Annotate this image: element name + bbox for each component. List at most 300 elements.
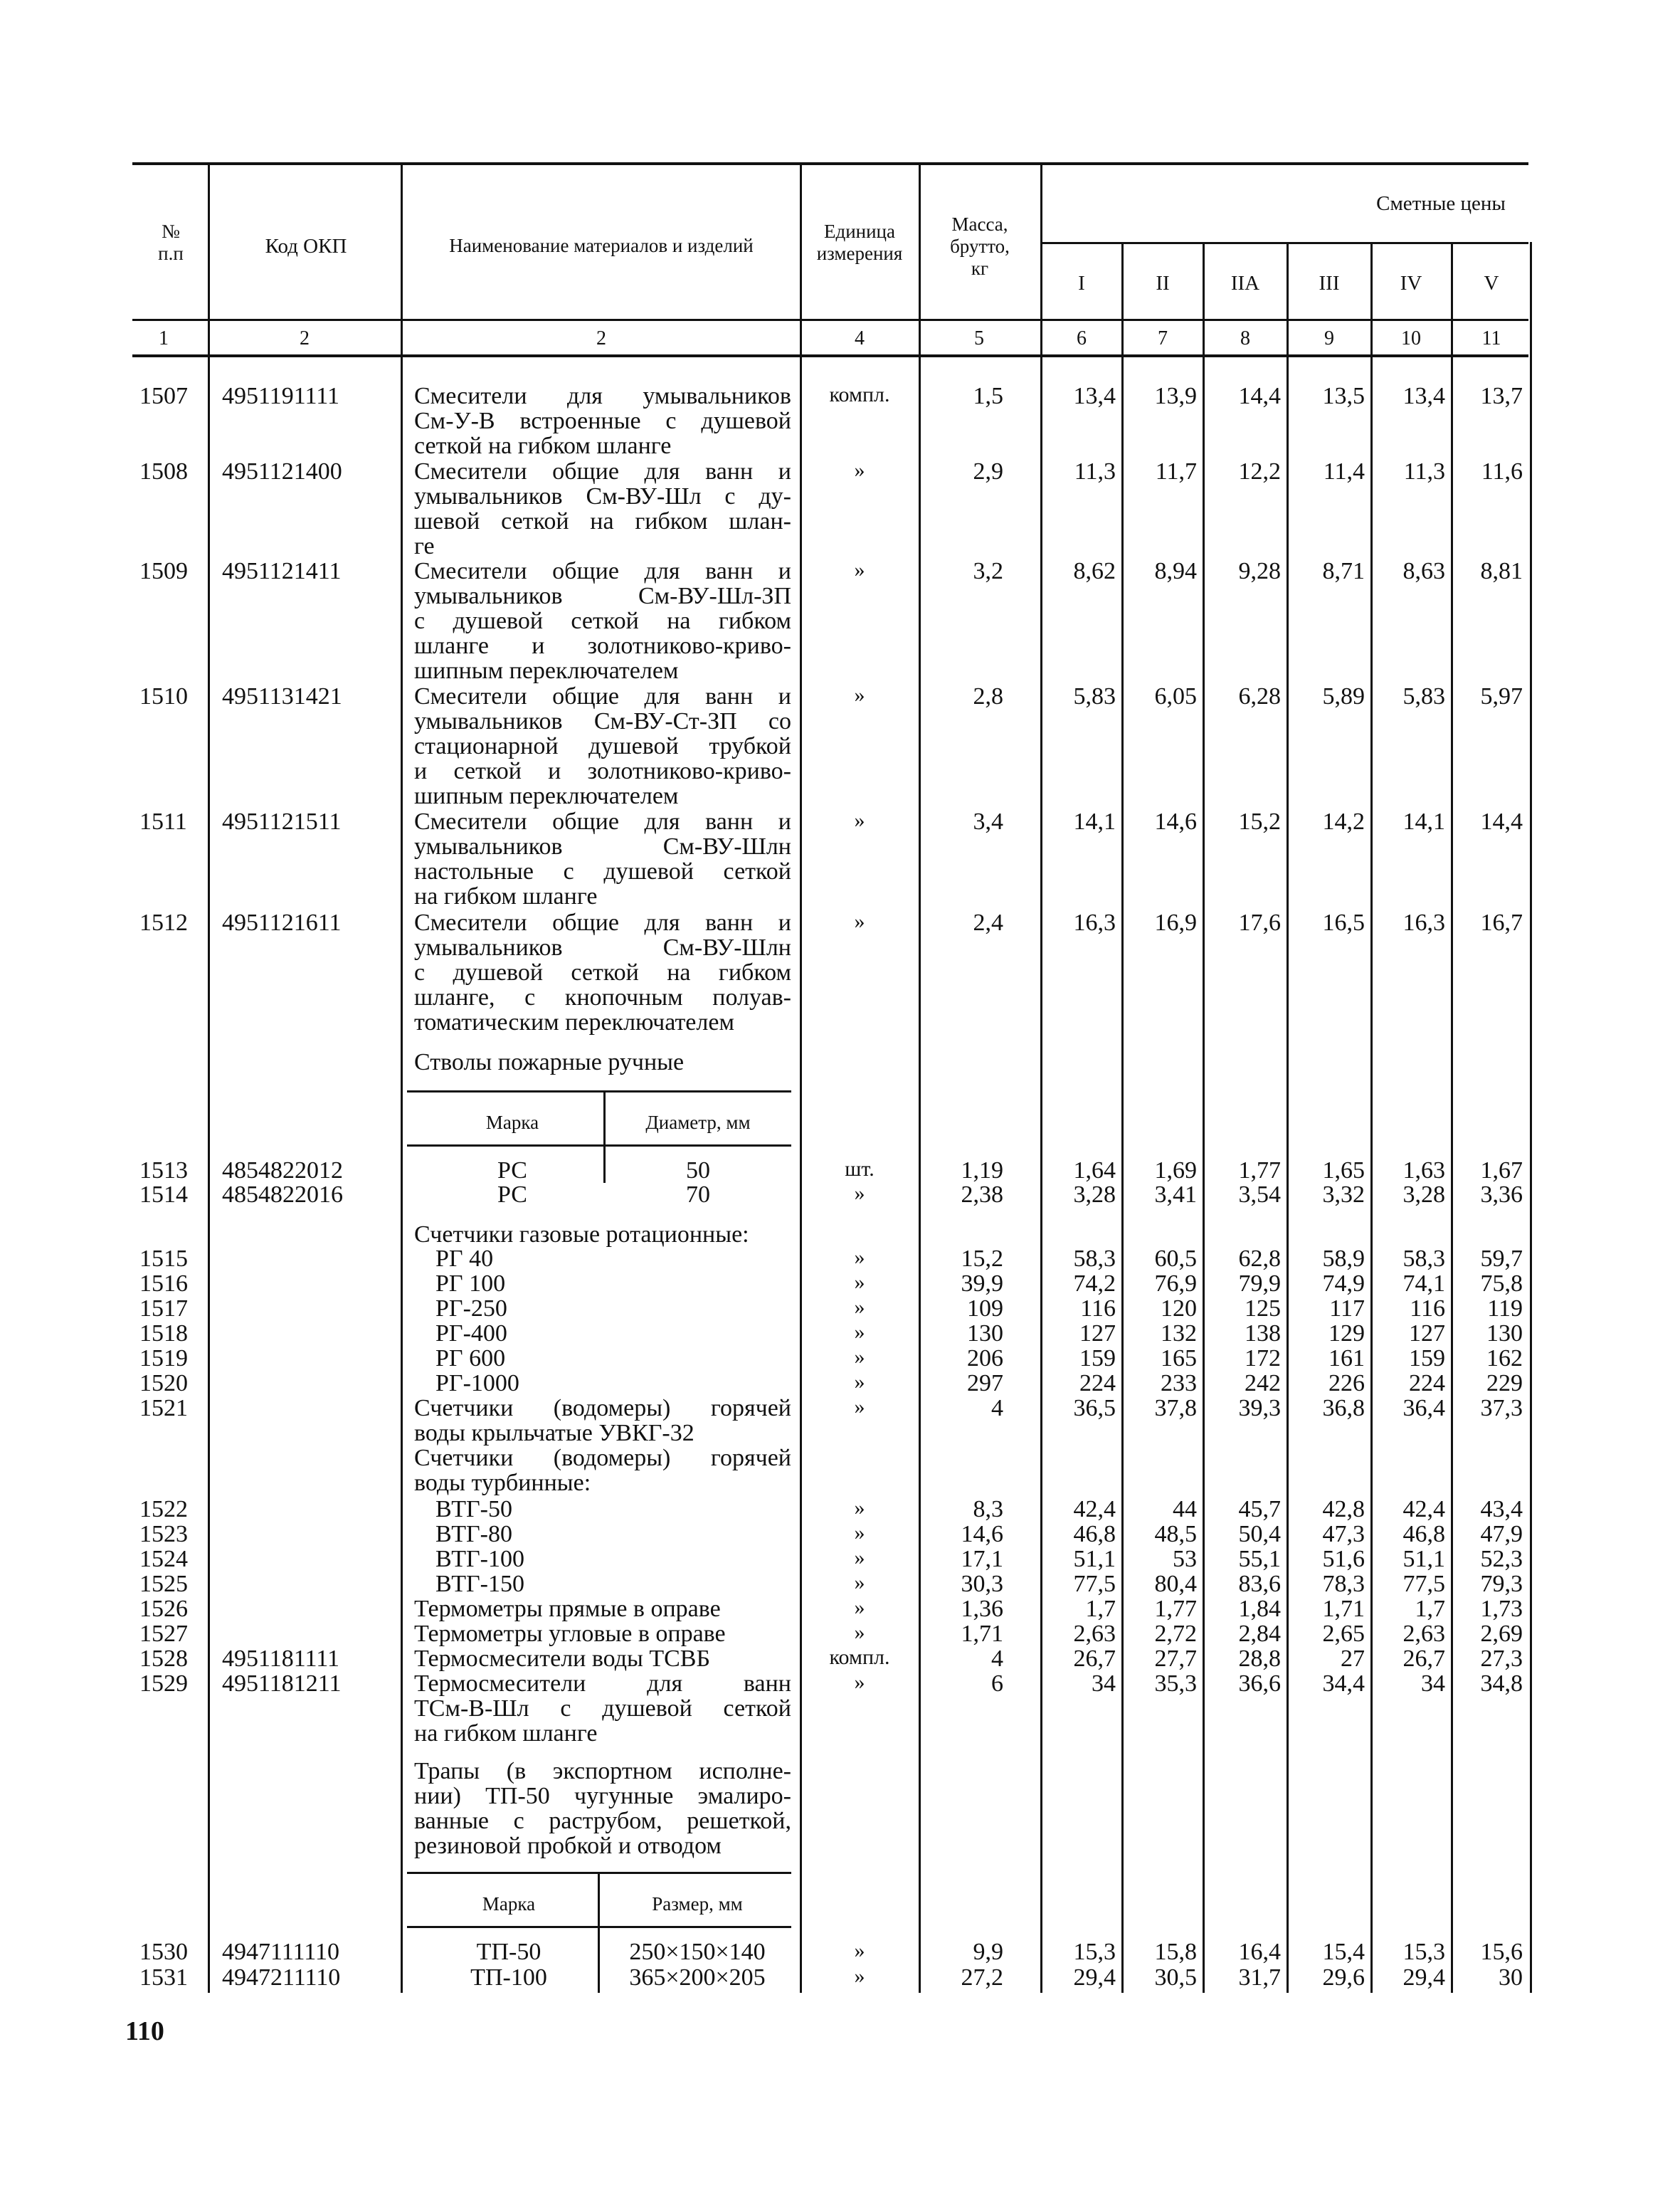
item-name-line: шипным переключателем	[414, 783, 679, 809]
price-cell: 34	[1421, 1670, 1445, 1697]
price-cell: 11,3	[1403, 458, 1445, 485]
price-cell: 37,3	[1480, 1395, 1523, 1421]
price-cell: 5,97	[1480, 683, 1523, 710]
price-cell: 8,62	[1073, 558, 1116, 584]
price-cell: 27,3	[1480, 1646, 1523, 1672]
mass-cell: 1,71	[961, 1621, 1003, 1647]
price-cell: 1,7	[1085, 1596, 1116, 1622]
price-cell: 27	[1341, 1646, 1365, 1672]
item-name-line: Термосмесители воды ТСВБ	[414, 1646, 710, 1672]
mark-cell: РС	[497, 1181, 527, 1208]
item-name-line: Смесители общие для ванн и	[414, 910, 791, 936]
price-cell: 13,5	[1322, 383, 1365, 409]
mass-cell: 3,4	[973, 809, 1003, 835]
price-cell: 58,3	[1402, 1246, 1445, 1272]
row-number: 1510	[139, 683, 188, 710]
row-number: 1528	[139, 1646, 188, 1672]
item-name-line: настольные с душевой сеткой	[414, 858, 791, 885]
col-divider	[800, 165, 802, 1993]
price-cell: 48,5	[1154, 1521, 1197, 1547]
price-cell: 78,3	[1322, 1571, 1365, 1597]
price-cell: 14,4	[1480, 809, 1523, 835]
price-cell: 14,4	[1238, 383, 1281, 409]
unit-cell: »	[854, 1571, 865, 1594]
price-cell: 80,4	[1154, 1571, 1197, 1597]
price-cell: 2,84	[1238, 1621, 1281, 1647]
row-number: 1530	[139, 1939, 188, 1965]
price-cell: 13,7	[1480, 383, 1523, 409]
okp-code: 4951121611	[222, 910, 342, 936]
price-cell: 11,7	[1155, 458, 1197, 485]
price-cell: 39,3	[1238, 1395, 1281, 1421]
item-name: РГ 40	[435, 1246, 494, 1272]
col-divider	[1121, 242, 1124, 1993]
item-name-line: ванные с раструбом, решеткой,	[414, 1808, 791, 1834]
price-cell: 159	[1079, 1345, 1116, 1371]
header-bottom-rule	[132, 319, 1528, 321]
mass-cell: 8,3	[973, 1496, 1003, 1522]
unit-cell: »	[854, 1496, 865, 1520]
price-cell: 3,54	[1238, 1181, 1281, 1208]
price-cell: 3,32	[1322, 1181, 1365, 1208]
price-cell: 15,4	[1322, 1939, 1365, 1965]
price-cell: 74,2	[1073, 1270, 1116, 1297]
price-cell: 8,71	[1322, 558, 1365, 584]
price-cell: 13,4	[1402, 383, 1445, 409]
column-index: 5	[974, 327, 984, 349]
price-cell: 52,3	[1480, 1546, 1523, 1572]
mass-cell: 6	[991, 1670, 1003, 1697]
item-name: РГ 100	[435, 1270, 506, 1297]
header-okp: Код ОКП	[265, 235, 347, 258]
price-cell: 29,6	[1322, 1964, 1365, 1991]
mass-cell: 130	[967, 1320, 1003, 1347]
item-name: РГ-1000	[435, 1370, 519, 1396]
price-cell: 13,9	[1154, 383, 1197, 409]
okp-code: 4951181211	[222, 1670, 342, 1697]
section-title: Счетчики газовые ротационные:	[414, 1221, 749, 1248]
item-name-line: Термометры прямые в оправе	[414, 1596, 721, 1622]
mass-cell: 297	[967, 1370, 1003, 1396]
price-cell: 172	[1245, 1345, 1281, 1371]
dim-cell: 50	[686, 1157, 710, 1184]
unit-cell: шт.	[845, 1157, 875, 1181]
price-cell: 45,7	[1238, 1496, 1281, 1522]
mass-cell: 206	[967, 1345, 1003, 1371]
mass-cell: 2,9	[973, 458, 1003, 485]
price-cell: 74,9	[1322, 1270, 1365, 1297]
col-divider	[1040, 165, 1042, 1993]
item-name-line: умывальников См-ВУ-Шл-ЗП	[414, 583, 791, 609]
subtable-header: Марка	[482, 1893, 536, 1915]
item-name-line: умывальников См-ВУ-Шлн	[414, 833, 791, 860]
dim-cell: 365×200×205	[629, 1964, 766, 1991]
index-row-rule	[132, 354, 1528, 357]
item-name: ВТГ-80	[435, 1521, 512, 1547]
price-cell: 47,9	[1480, 1521, 1523, 1547]
price-cell: 16,7	[1480, 910, 1523, 936]
price-cell: 11,6	[1481, 458, 1523, 485]
item-name: ВТГ-100	[435, 1546, 524, 1572]
price-cell: 12,2	[1238, 458, 1281, 485]
price-cell: 36,5	[1073, 1395, 1116, 1421]
price-cell: 51,1	[1402, 1546, 1445, 1572]
price-cell: 9,28	[1238, 558, 1281, 584]
price-cell: 36,8	[1322, 1395, 1365, 1421]
row-number: 1514	[139, 1181, 188, 1208]
row-number: 1512	[139, 910, 188, 936]
column-index: 4	[855, 327, 865, 349]
price-cell: 119	[1487, 1295, 1523, 1322]
row-number: 1513	[139, 1157, 188, 1184]
mass-cell: 15,2	[961, 1246, 1003, 1272]
mass-cell: 2,8	[973, 683, 1003, 710]
mass-cell: 3,2	[973, 558, 1003, 584]
item-name-line: шланге и золотниково-криво-	[414, 633, 791, 659]
header-prices: Сметные цены	[1376, 192, 1506, 215]
row-number: 1524	[139, 1546, 188, 1572]
subtable-header: Диаметр, мм	[645, 1112, 751, 1133]
item-name-line: ТСм-В-Шл с душевой сеткой	[414, 1695, 791, 1722]
item-name-line: шевой сеткой на гибком шлан-	[414, 508, 791, 535]
column-index: 2	[300, 327, 310, 349]
price-cell: 76,9	[1154, 1270, 1197, 1297]
price-cell: 14,1	[1073, 809, 1116, 835]
item-name-line: воды турбинные:	[414, 1470, 591, 1496]
price-cell: 36,4	[1402, 1395, 1445, 1421]
price-cell: 62,8	[1238, 1246, 1281, 1272]
mass-cell: 14,6	[961, 1521, 1003, 1547]
mass-cell: 39,9	[961, 1270, 1003, 1297]
item-name-line: и сеткой и золотниково-криво-	[414, 758, 791, 784]
price-cell: 1,67	[1480, 1157, 1523, 1184]
price-cell: 16,3	[1073, 910, 1116, 936]
subtable-rule	[407, 1144, 791, 1147]
price-cell: 127	[1079, 1320, 1116, 1347]
price-cell: 5,83	[1402, 683, 1445, 710]
price-cell: 165	[1161, 1345, 1197, 1371]
price-cell: 159	[1409, 1345, 1445, 1371]
price-cell: 42,4	[1402, 1496, 1445, 1522]
mass-cell: 1,36	[961, 1596, 1003, 1622]
price-cell: 226	[1328, 1370, 1365, 1396]
item-name-line: на гибком шланге	[414, 1720, 598, 1747]
price-cell: 74,1	[1402, 1270, 1445, 1297]
table-top-rule	[132, 162, 1528, 165]
price-cell: 242	[1245, 1370, 1281, 1396]
price-cell: 3,36	[1480, 1181, 1523, 1208]
price-cell: 8,94	[1154, 558, 1197, 584]
unit-cell: »	[854, 458, 865, 482]
price-cell: 14,6	[1154, 809, 1197, 835]
unit-cell: »	[854, 1546, 865, 1569]
col-divider	[1287, 242, 1289, 1993]
price-cell: 161	[1328, 1345, 1365, 1371]
col-divider	[919, 165, 921, 1993]
row-number: 1508	[139, 458, 188, 485]
unit-cell: »	[854, 1370, 865, 1394]
mass-cell: 1,19	[961, 1157, 1003, 1184]
mark-cell: ТП-50	[476, 1939, 541, 1965]
price-cell: 34,8	[1480, 1670, 1523, 1697]
unit-cell: »	[854, 1181, 865, 1205]
price-cell: 77,5	[1402, 1571, 1445, 1597]
item-name-line: Счетчики (водомеры) горячей	[414, 1445, 791, 1471]
price-cell: 27,7	[1154, 1646, 1197, 1672]
prices-header-rule	[1040, 242, 1528, 244]
item-name-line: Смесители общие для ванн и	[414, 809, 791, 835]
row-number: 1507	[139, 383, 188, 409]
price-cell: 8,81	[1480, 558, 1523, 584]
column-index: 1	[159, 327, 169, 349]
price-cell: 16,4	[1238, 1939, 1281, 1965]
item-name-line: воды крыльчатые УВКГ-32	[414, 1420, 694, 1446]
price-cell: 3,28	[1402, 1181, 1445, 1208]
price-cell: 132	[1161, 1320, 1197, 1347]
okp-code: 4951181111	[222, 1646, 339, 1672]
item-name-line: стационарной душевой трубкой	[414, 733, 791, 759]
item-name: РГ 600	[435, 1345, 506, 1371]
price-cell: 224	[1409, 1370, 1445, 1396]
unit-cell: »	[854, 1964, 865, 1988]
row-number: 1522	[139, 1496, 188, 1522]
okp-code: 4951191111	[222, 383, 339, 409]
subtable-header: Размер, мм	[652, 1893, 743, 1915]
item-name-line: Трапы (в экспортном исполне-	[414, 1758, 791, 1784]
row-number: 1521	[139, 1395, 188, 1421]
price-cell: 36,6	[1238, 1670, 1281, 1697]
mass-cell: 30,3	[961, 1571, 1003, 1597]
price-cell: 1,71	[1322, 1596, 1365, 1622]
row-number: 1525	[139, 1571, 188, 1597]
okp-code: 4854822016	[222, 1181, 343, 1208]
price-cell: 15,6	[1480, 1939, 1523, 1965]
price-cell: 35,3	[1154, 1670, 1197, 1697]
item-name-line: томатическим переключателем	[414, 1009, 734, 1036]
price-cell: 125	[1245, 1295, 1281, 1322]
item-name-line: Смесители общие для ванн и	[414, 683, 791, 710]
price-cell: 16,3	[1402, 910, 1445, 936]
price-cell: 138	[1245, 1320, 1281, 1347]
price-cell: 1,65	[1322, 1157, 1365, 1184]
item-name-line: ге	[414, 533, 435, 559]
item-name-line: Счетчики (водомеры) горячей	[414, 1395, 791, 1421]
item-name-line: сеткой на гибком шланге	[414, 433, 672, 459]
column-index: 6	[1077, 327, 1087, 349]
price-cell: 1,84	[1238, 1596, 1281, 1622]
item-name-line: умывальников См-ВУ-Шл с ду-	[414, 483, 791, 510]
column-index: 7	[1158, 327, 1168, 349]
dim-cell: 70	[686, 1181, 710, 1208]
price-cell: 30,5	[1154, 1964, 1197, 1991]
row-number: 1531	[139, 1964, 188, 1991]
mass-cell: 4	[991, 1395, 1003, 1421]
price-cell: 116	[1410, 1295, 1445, 1322]
price-cell: 14,1	[1402, 809, 1445, 835]
price-cell: 13,4	[1073, 383, 1116, 409]
subtable-divider	[603, 1090, 606, 1183]
row-number: 1523	[139, 1521, 188, 1547]
price-cell: 26,7	[1073, 1646, 1116, 1672]
price-cell: 129	[1328, 1320, 1365, 1347]
price-cell: 60,5	[1154, 1246, 1197, 1272]
header-unit: Единица измерения	[816, 221, 903, 265]
price-cell: 83,6	[1238, 1571, 1281, 1597]
col-divider	[1530, 242, 1532, 1993]
col-divider	[208, 165, 210, 1993]
unit-cell: »	[854, 1939, 865, 1962]
price-cell: 30	[1499, 1964, 1523, 1991]
price-cell: 79,3	[1480, 1571, 1523, 1597]
price-cell: 2,63	[1073, 1621, 1116, 1647]
unit-cell: »	[854, 1246, 865, 1269]
price-col-header: II	[1156, 272, 1170, 295]
unit-cell: компл.	[829, 1646, 890, 1669]
row-number: 1519	[139, 1345, 188, 1371]
mass-cell: 2,38	[961, 1181, 1003, 1208]
okp-code: 4947111110	[222, 1939, 339, 1965]
col-divider	[401, 165, 403, 1993]
price-cell: 42,4	[1073, 1496, 1116, 1522]
mass-cell: 17,1	[961, 1546, 1003, 1572]
header-num: № п.п	[158, 221, 184, 265]
mass-cell: 4	[991, 1646, 1003, 1672]
price-cell: 229	[1486, 1370, 1523, 1396]
price-cell: 11,4	[1323, 458, 1365, 485]
price-cell: 29,4	[1073, 1964, 1116, 1991]
price-cell: 34,4	[1322, 1670, 1365, 1697]
price-cell: 2,69	[1480, 1621, 1523, 1647]
okp-code: 4951121511	[222, 809, 342, 835]
price-cell: 2,72	[1154, 1621, 1197, 1647]
column-index: 11	[1481, 327, 1501, 349]
item-name-line: нии) ТП-50 чугунные эмалиро-	[414, 1783, 791, 1809]
unit-cell: »	[854, 1270, 865, 1294]
price-cell: 34	[1092, 1670, 1116, 1697]
price-cell: 15,3	[1402, 1939, 1445, 1965]
item-name: ВТГ-50	[435, 1496, 512, 1522]
price-cell: 42,8	[1322, 1496, 1365, 1522]
unit-cell: »	[854, 683, 865, 707]
mark-cell: ТП-100	[470, 1964, 547, 1991]
subtable-divider	[598, 1872, 600, 1993]
price-cell: 17,6	[1238, 910, 1281, 936]
mass-cell: 109	[967, 1295, 1003, 1322]
unit-cell: »	[854, 1596, 865, 1619]
item-name-line: на гибком шланге	[414, 883, 598, 910]
row-number: 1516	[139, 1270, 188, 1297]
header-mass: Масса, брутто, кг	[950, 214, 1010, 280]
price-cell: 120	[1161, 1295, 1197, 1322]
price-col-header: I	[1078, 272, 1085, 295]
unit-cell: »	[854, 809, 865, 832]
unit-cell: »	[854, 558, 865, 581]
item-name-line: Смесители общие для ванн и	[414, 558, 791, 584]
unit-cell: »	[854, 1621, 865, 1644]
column-index: 2	[596, 327, 606, 349]
item-name: ВТГ-150	[435, 1571, 524, 1597]
price-cell: 6,28	[1238, 683, 1281, 710]
mass-cell: 2,4	[973, 910, 1003, 936]
col-divider	[1451, 242, 1453, 1993]
item-name-line: Термосмесители для ванн	[414, 1670, 791, 1697]
subtable-rule	[407, 1090, 791, 1092]
column-index: 10	[1401, 327, 1421, 349]
price-cell: 44	[1173, 1496, 1197, 1522]
price-cell: 58,9	[1322, 1246, 1365, 1272]
unit-cell: »	[854, 1670, 865, 1694]
price-cell: 58,3	[1073, 1246, 1116, 1272]
price-cell: 15,2	[1238, 809, 1281, 835]
price-cell: 46,8	[1402, 1521, 1445, 1547]
price-cell: 53	[1173, 1546, 1197, 1572]
price-cell: 46,8	[1073, 1521, 1116, 1547]
column-index: 8	[1240, 327, 1250, 349]
price-cell: 50,4	[1238, 1521, 1281, 1547]
price-cell: 29,4	[1402, 1964, 1445, 1991]
price-cell: 116	[1080, 1295, 1116, 1322]
price-cell: 127	[1409, 1320, 1445, 1347]
price-cell: 1,73	[1480, 1596, 1523, 1622]
item-name: РГ-400	[435, 1320, 507, 1347]
item-name-line: Термометры угловые в оправе	[414, 1621, 726, 1647]
item-name-line: с душевой сеткой на гибком	[414, 608, 791, 634]
price-cell: 1,77	[1238, 1157, 1281, 1184]
okp-code: 4854822012	[222, 1157, 343, 1184]
price-cell: 43,4	[1480, 1496, 1523, 1522]
unit-cell: »	[854, 910, 865, 933]
item-name-line: с душевой сеткой на гибком	[414, 959, 791, 986]
unit-cell: »	[854, 1345, 865, 1369]
item-name-line: умывальников См-ВУ-Ст-ЗП со	[414, 708, 791, 735]
item-name: РГ-250	[435, 1295, 507, 1322]
price-cell: 47,3	[1322, 1521, 1365, 1547]
price-cell: 14,2	[1322, 809, 1365, 835]
price-cell: 75,8	[1480, 1270, 1523, 1297]
item-name-line: умывальников См-ВУ-Шлн	[414, 934, 791, 961]
okp-code: 4951121400	[222, 458, 342, 485]
price-cell: 11,3	[1074, 458, 1116, 485]
okp-code: 4947211110	[222, 1964, 341, 1991]
item-name-line: Смесители для умывальников	[414, 383, 791, 409]
price-cell: 1,63	[1402, 1157, 1445, 1184]
row-number: 1520	[139, 1370, 188, 1396]
price-cell: 28,8	[1238, 1646, 1281, 1672]
item-name-line: резиновой пробкой и отводом	[414, 1833, 722, 1859]
page-number: 110	[125, 2016, 164, 2046]
item-name-line: См-У-В встроенные с душевой	[414, 408, 791, 434]
item-name-line: Смесители общие для ванн и	[414, 458, 791, 485]
col-divider	[1203, 242, 1205, 1993]
unit-cell: »	[854, 1295, 865, 1319]
unit-cell: компл.	[829, 383, 890, 406]
price-cell: 51,1	[1073, 1546, 1116, 1572]
mass-cell: 1,5	[973, 383, 1003, 409]
subtable-header: Марка	[485, 1112, 539, 1133]
row-number: 1518	[139, 1320, 188, 1347]
price-col-header: IIА	[1230, 272, 1260, 295]
price-cell: 224	[1079, 1370, 1116, 1396]
price-cell: 79,9	[1238, 1270, 1281, 1297]
price-cell: 5,83	[1073, 683, 1116, 710]
price-cell: 6,05	[1154, 683, 1197, 710]
row-number: 1527	[139, 1621, 188, 1647]
row-number: 1529	[139, 1670, 188, 1697]
okp-code: 4951121411	[222, 558, 342, 584]
unit-cell: »	[854, 1320, 865, 1344]
price-cell: 8,63	[1402, 558, 1445, 584]
row-number: 1526	[139, 1596, 188, 1622]
